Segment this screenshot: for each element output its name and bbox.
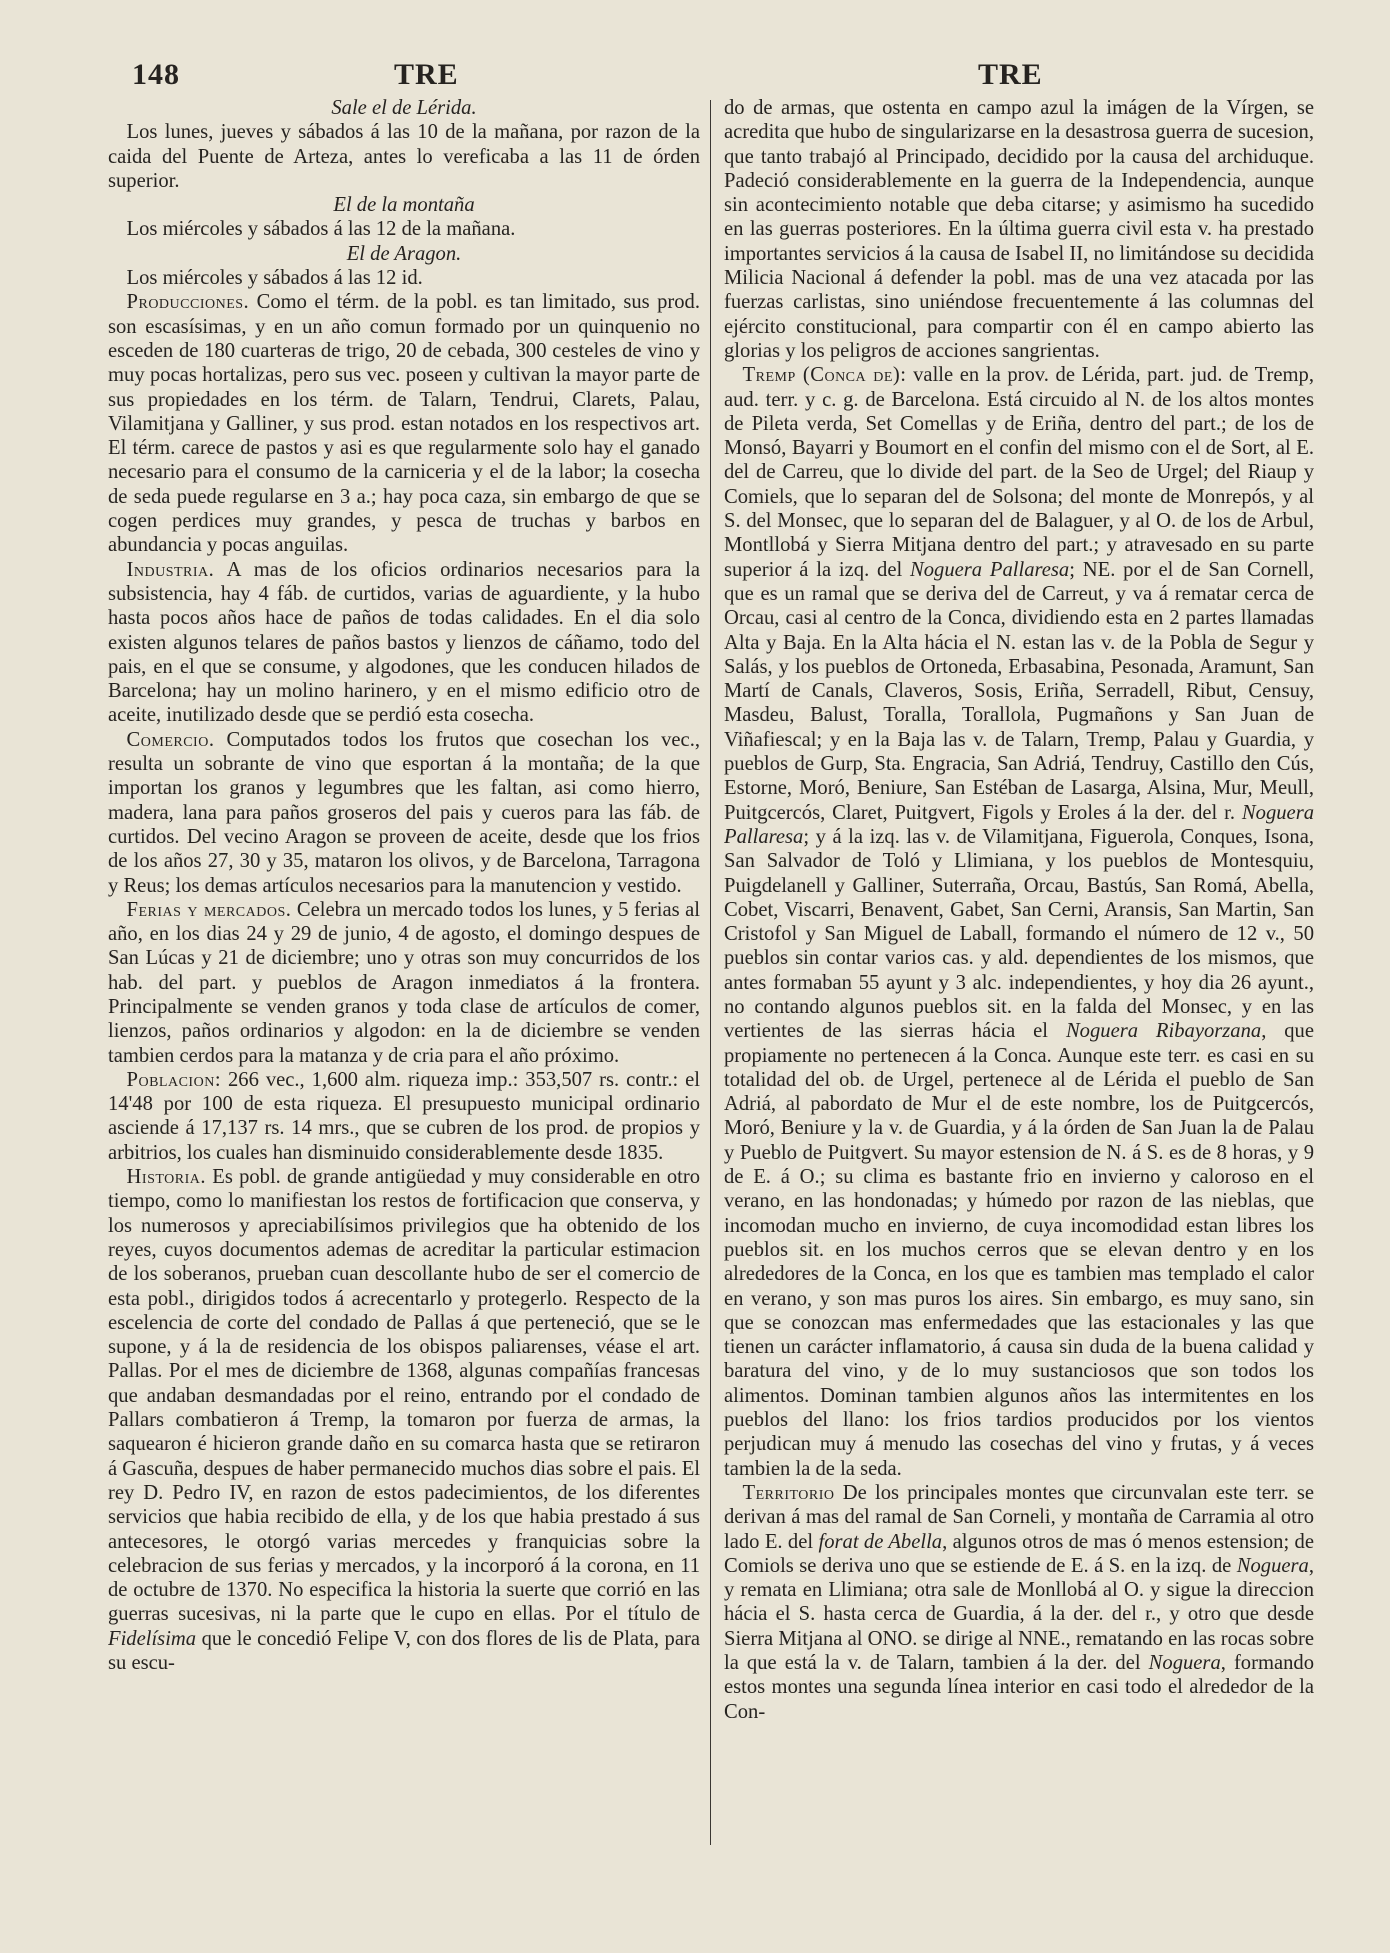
right-column (724, 96, 1314, 1926)
paragraph: Los lunes, jueves y sábados á las 10 de la mañana, por razon de la caida del Puente de Arteza, antes lo vereficaba a las 11 de órden superior. (108, 121, 700, 192)
section-lead: Historia. (126, 1166, 207, 1189)
subheading-aragon: El de Aragon. (346, 242, 462, 265)
section-text: valle en la prov. de Lérida, part. jud. de Tremp, aud. terr. y c. g. de Barcelona. Está circuido al N. de los altos montes de Pileta verda, Set Comellas y de Eriña, dentro del part.; de los de Monsó, Bayarri y Boumort en el confin del mismo con el de Sort, al E. del de Carreu, que lo divide del part. de la Seo de Urgel; del Riaup y Comiels, que lo separan del de Solsona; del monte de Monrepós, y al S. del Monsec, que lo separan del de Balaguer, y al O. de los de Arbul, Montllobá y Sierra Mitjana dentro del part.; y atravesado en su parte superior á la izq. del (724, 364, 1314, 581)
section-text: ; NE. por el de San Cornell, que es un ramal que se deriva del de Carreut, y va á rematar cerca de Orcau, casi al centro de la Conca, dividiendo esta en 2 partes llamadas Alta y Baja. En la Alta hácia el N. estan las v. de la Pobla de Segur y Salás, y los pueblos de Ortoneda, Erbasabina, Pesonada, Aramunt, San Martí de Canals, Claveros, Sosis, Eriña, Serradell, Ribut, Censuy, Masdeu, Balust, Toralla, Torallola, Pugmañons y San Juan de Viñafiescal; y en la Baja las v. de Talarn, Tremp, Palau y Guardia, y pueblos de Gurp, Sta. Engracia, San Adriá, Tendruy, Castillo den Cús, Estorne, Moró, Beniure, San Estéban de Lasarga, Alsina, Mur, Meull, Puitgcercós, Claret, Puitgvert, Figols y Eroles á la der. del r. (724, 558, 1314, 824)
section-ferias (108, 898, 700, 1068)
section-industria (108, 558, 700, 728)
section-tremp (724, 363, 1314, 1481)
section-lead: Producciones. (126, 291, 250, 314)
section-text: Es pobl. de grande antigüedad y muy considerable en otro tiempo, como lo manifiestan los restos de fortificacion que conserva, y los numerosos y apreciabilísimos privilegios que ha obtenido de los reyes, cuyos documentos ademas de acreditar la particular estimacion de los soberanos, prueban cuan descollante hubo de ser el comercio de esta pobl., dirigidos todos á acrecentarlo y protegerlo. Respecto de la escelencia de corte del condado de Pallas á que perteneció, que se le supone, y á la de residencia de los obispos paliarenses, véase el art. Pallas. Por el mes de diciembre de 1368, algunas compañías francesas que andaban desmandadas por el reino, entrando por el condado de Pallars combatieron á Tremp, la tomaron por fuerza de armas, la saquearon é hicieron grande daño en su comarca hasta que se retiraron á Gascuña, despues de haber permanecido muchos dias sobre el pais. El rey D. Pedro IV, en razon de estos padecimientos, de los diferentes servicios que habia recibido de ella, y de los que habia prestado á sus antecesores, le otorgó varias mercedes y franquicias sobre la celebracion de sus ferias y mercados, y la incorporó á la corona, en 11 de octubre de 1370. No especifica la historia la suerte que corrió en las guerras sucesivas, ni la parte que le cupo en ellas. Por el título de (108, 1166, 700, 1626)
section-text: Como el térm. de la pobl. es tan limitado, sus prod. son escasísimas, y en un año comun formado por un quinquenio no esceden de 180 cuarteras de trigo, 20 de cebada, 300 cesteles de vino y muy pocas hortalizas, pero sus vec. poseen y cultivan la mayor parte de sus propiedades en los térm. de Talarn, Tendrui, Clarets, Palau, Vilamitjana y Galliner, y sus prod. estan notados en los respectivos art. El térm. carece de pastos y asi es que regularmente solo hay el ganado necesario para el consumo de la carniceria y el de la labor; la cosecha de seda puede regularse en 3 a.; hay poca caza, sin embargo de que se cogen perdices muy grandes, y pesca de truchas y barbos en abundancia y pocas anguilas. (108, 291, 700, 557)
section-producciones (108, 290, 700, 557)
section-text: 266 vec., 1,600 alm. riqueza imp.: 353,507 rs. contr.: el 14'48 por 100 de esta riqueza. El presupuesto municipal ordinario asciende á 17,137 rs. 14 mrs., que se cubren de los prod. de propios y arbitrios, los cuales han disminuido considerablemente desde 1835. (108, 1068, 700, 1164)
subheading-montana: El de la montaña (333, 194, 475, 217)
section-historia (108, 1165, 700, 1675)
section-lead: Poblacion: (126, 1068, 222, 1091)
section-text: A mas de los oficios ordinarios necesarios para la subsistencia, hay 4 fáb. de curtidos, varias de aguardiente, y la hubo hasta pocos años hace de paños de todas calidades. En el dia solo existen algunos telares de paños bastos y lienzos de cáñamo, todo del pais, en el que se consume, y algodones, que les conducen hilados de Barcelona; hay un molino harinero, y en el mismo edificio otro de aceite, inutilizado desde que se perdió esta cosecha. (108, 558, 700, 727)
left-running-head: TRE (394, 58, 459, 91)
section-text: , formando estos montes una segunda línea interior en casi todo el alrededor de la Con- (724, 1652, 1314, 1723)
italic-term: forat de Abella (818, 1530, 943, 1553)
section-lead: Ferias y mercados. (126, 898, 292, 921)
section-text: , y remata en Llimiana; otra sale de Monllobá al O. y sigue la direccion hácia el S. hasta cerca de Guardia, á la der. del r., y otro que desde Sierra Mitjana al ONO. se dirige al NNE., rematando en las rocas sobre la que está la v. de Talarn, tambien á la der. del (724, 1554, 1314, 1674)
section-text: , que propiamente no pertenecen á la Conca. Aunque este terr. es casi en su totalidad del ob. de Urgel, pertenece al de Lérida el pueblo de San Adriá, al pabordato de Mur el de este nombre, los de Puitgcercós, Moró, Beniure y la v. de Guardia, y á la órden de San Juan la de Palau y Pueblo de Puitgvert. Su mayor estension de N. á S. es de 8 horas, y 9 de E. á O.; su clima es bastante frio en invierno y caloroso en el verano, en las hondonadas; y húmedo por razon de las nieblas, que incomodan mucho en invierno, de cuya incomodidad estan libres los pueblos sit. en los muchos cerros que se elevan dentro y en los alrededores de la Conca, en los que es tambien mas templado el calor en verano, y son mas puros los aires. Sin embargo, es muy sano, sin que se conozcan mas enfermedades que las estacionales y las que tienen un carácter inflamatorio, á causa sin duda de la buena calidad y baratura del vino, y de lo muy sustanciosos que son todos los alimentos. Dominan tambien algunos años las intermitentes en los pueblos del llano: los frios tardios producidos por los vientos perjudican muy á menudo las cosechas del vino y frutas, y á veces tambien la de la seda. (724, 1020, 1314, 1480)
section-lead: Territorio (742, 1481, 835, 1504)
subheading-lerida: Sale el de Lérida. (331, 97, 477, 119)
section-text: Computados todos los frutos que cosechan los vec., resulta un sobrante de vino que esportan á la montaña; de la que importan los granos y legumbres que les faltan, asi como hierro, madera, lana para paños groseros del pais y cueros para las fáb. de curtidos. Del vecino Aragon se proveen de aceite, desde que los frios de los años 27, 30 y 35, mataron los olivos, y de Barcelona, Tarragona y Reus; los demas artículos necesarios para la manutencion y vestido. (108, 728, 700, 897)
section-territorio (724, 1481, 1314, 1724)
right-running-head: TRE (978, 58, 1043, 91)
italic-term: Noguera (1236, 1554, 1309, 1577)
section-text: que le concedió Felipe V, con dos flores de lis de Plata, para su escu- (108, 1627, 700, 1674)
paragraph: Los miércoles y sábados á las 12 id. (126, 267, 423, 290)
section-text: ; y á la izq. las v. de Vilamitjana, Figuerola, Conques, Isona, San Salvador de Toló y Llimiana, y los pueblos de Montesquiu, Puigdelanell y Galliner, Suterraña, Orcau, Bastús, San Romá, Abella, Cobet, Viscarri, Benavent, Gabet, San Cerni, Aransis, San Martin, San Cristofol y San Miguel de Laball, formando el número de 12 v., 50 pueblos sin contar varios cas. y ald. dependientes de los mismos, que antes formaban 55 ayunt y 3 alc. independientes, y hoy dia 26 ayunt., no contando algunos pueblos sit. en la falda del Monsec, y en las vertientes de las sierras hácia el (724, 825, 1314, 1043)
section-poblacion (108, 1068, 700, 1165)
italic-term: Noguera Ribayorzana (1065, 1020, 1262, 1043)
left-column (108, 96, 700, 1926)
section-text: De los principales montes que circunvalan este terr. se derivan á mas del ramal de San Corneli, y montaña de Carramia al otro lado E. del (724, 1481, 1314, 1553)
section-lead: Industria. (126, 558, 215, 581)
page-number: 148 (132, 58, 180, 91)
section-lead: Comercio. (126, 728, 215, 751)
paragraph-continued: do de armas, que ostenta en campo azul la imágen de la Vírgen, se acredita que hubo de singularizarse en la desastrosa guerra de sucesion, que tanto trabajó al Principado, decidido por la causa del archiduque. Padeció considerablemente en la guerra de la Independencia, aunque sin acontecimiento notable que deba citarse; y asimismo ha sucedido en las guerras posteriores. En la última guerra civil esta v. ha prestado importantes servicios á la causa de Isabel II, no limitándose su decidida Milicia Nacional á defender la pobl. mas de una vez atacada por las fuerzas carlistas, sino uniéndose frecuentemente á las columnas del ejército constitucional, para compartir con él en campo abierto las glorias y los peligros de acciones sangrientas. (724, 97, 1314, 362)
column-divider (710, 100, 711, 1845)
italic-term: Noguera Pallaresa (910, 558, 1070, 581)
section-text: , algunos otros de mas ó menos estension; de Comiols se deriva uno que se estiende de E. á S. en la izq. de (724, 1530, 1314, 1577)
paragraph: Los miércoles y sábados á las 12 de la mañana. (126, 218, 516, 241)
section-text: Celebra un mercado todos los lunes, y 5 ferias al año, en los dias 24 y 29 de junio, 4 de agosto, el domingo despues de San Lúcas y 21 de diciembre; uno y otras son muy concurridos de los hab. del part. y pueblos de Aragon inmediatos á la frontera. Principalmente se venden granos y toda clase de artículos de comer, lienzos, paños ordinarios y algodon: en la de diciembre se venden tambien cerdos para la matanza y de cria para el año próximo. (108, 898, 700, 1067)
italic-term: Fidelísima (108, 1627, 197, 1650)
section-comercio (108, 728, 700, 898)
section-lead: Tremp (Conca de): (742, 364, 907, 387)
italic-term: Noguera Pallaresa (724, 801, 1314, 848)
italic-term: Noguera (1148, 1652, 1221, 1674)
